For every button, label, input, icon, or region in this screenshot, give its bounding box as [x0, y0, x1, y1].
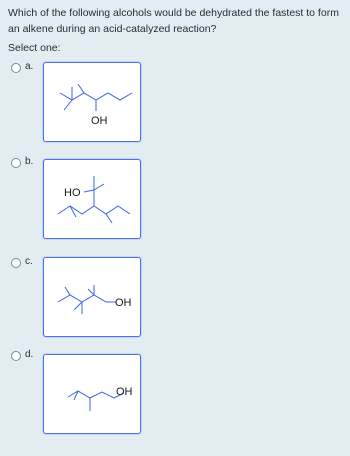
option-letter: b. — [25, 156, 34, 167]
option-a[interactable] — [0, 60, 350, 146]
option-d[interactable] — [0, 348, 350, 434]
option-letter: d. — [25, 349, 34, 360]
question-text: Which of the following alcohols would be dehydrated the fastest to form an alkene during an acid-catalyzed reaction? — [8, 7, 339, 35]
radio-button-a[interactable] — [11, 63, 21, 73]
hydroxyl-label: OH — [116, 386, 133, 398]
molecule-image-b — [43, 159, 141, 239]
option-letter: a. — [25, 61, 34, 72]
option-c[interactable] — [0, 255, 350, 341]
molecule-image-c — [43, 257, 141, 337]
option-letter: c. — [25, 256, 33, 267]
molecule-image-d — [43, 354, 141, 434]
radio-button-b[interactable] — [11, 158, 21, 168]
molecule-image-a — [43, 62, 141, 142]
option-b[interactable] — [0, 155, 350, 243]
radio-button-d[interactable] — [11, 351, 21, 361]
hydroxyl-label: HO — [64, 187, 81, 199]
hydroxyl-label: OH — [115, 297, 132, 309]
radio-button-c[interactable] — [11, 258, 21, 268]
select-one-label: Select one: — [8, 42, 61, 54]
hydroxyl-label: OH — [91, 115, 108, 127]
